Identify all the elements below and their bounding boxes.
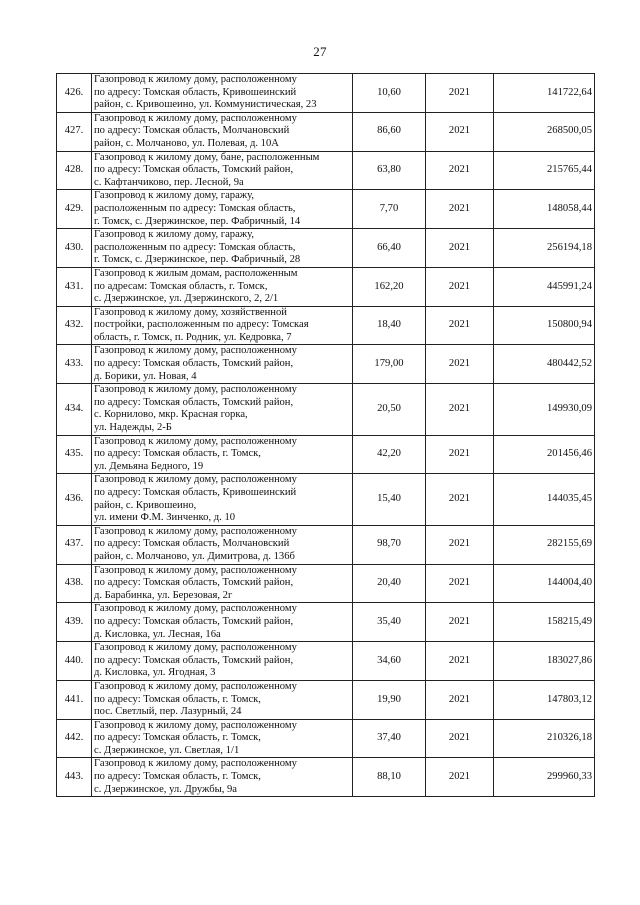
description-line: по адресу: Томская область, г. Томск, [94, 693, 261, 705]
cost-cell: 149930,09 [494, 384, 595, 435]
object-description-cell [92, 384, 353, 435]
year-cell: 2021 [426, 680, 494, 719]
table-row [57, 642, 595, 681]
length-cell: 15,40 [353, 474, 426, 525]
year-cell: 2021 [426, 345, 494, 384]
row-number-cell: 430. [57, 229, 92, 268]
row-number-cell: 439. [57, 603, 92, 642]
cost-cell: 282155,69 [494, 525, 595, 564]
description-line: Газопровод к жилому дому, расположенному [94, 525, 297, 537]
year-cell: 2021 [426, 306, 494, 345]
table-row [57, 267, 595, 306]
row-number-cell: 426. [57, 74, 92, 113]
description-line: с. Дзержинское, ул. Дзержинского, 2, 2/1 [94, 293, 279, 305]
description-line: по адресу: Томская область, Томский район, [94, 577, 294, 589]
length-cell: 42,20 [353, 435, 426, 474]
object-description-cell [92, 306, 353, 345]
cost-cell: 150800,94 [494, 306, 595, 345]
table-row [57, 74, 595, 113]
gas-pipeline-registry-table [56, 73, 595, 797]
year-cell: 2021 [426, 758, 494, 797]
description-line: Газопровод к жилому дому, расположенному [94, 564, 297, 576]
description-line: по адресу: Томская область, Томский район, [94, 396, 294, 408]
table-row [57, 112, 595, 151]
object-description-cell [92, 758, 353, 797]
description-line: Газопровод к жилому дому, хозяйственной [94, 306, 287, 318]
row-number-cell: 429. [57, 190, 92, 229]
description-line: Газопровод к жилому дому, расположенному [94, 758, 297, 770]
object-description-cell [92, 229, 353, 268]
row-number-cell: 428. [57, 151, 92, 190]
description-line: с. Кафтанчиково, пер. Лесной, 9а [94, 176, 244, 188]
description-line: область, г. Томск, п. Родник, ул. Кедровка, 7 [94, 331, 292, 343]
description-line: Газопровод к жилому дому, расположенному [94, 112, 297, 124]
cost-cell: 268500,05 [494, 112, 595, 151]
length-cell: 19,90 [353, 680, 426, 719]
row-number-cell: 433. [57, 345, 92, 384]
description-line: по адресу: Томская область, Томский район, [94, 164, 294, 176]
year-cell: 2021 [426, 151, 494, 190]
length-cell: 20,40 [353, 564, 426, 603]
length-cell: 98,70 [353, 525, 426, 564]
cost-cell: 183027,86 [494, 642, 595, 681]
row-number-cell: 442. [57, 719, 92, 758]
description-line: с. Дзержинское, ул. Светлая, 1/1 [94, 744, 240, 756]
object-description-cell [92, 564, 353, 603]
object-description-cell [92, 603, 353, 642]
year-cell: 2021 [426, 525, 494, 564]
length-cell: 35,40 [353, 603, 426, 642]
description-line: по адресу: Томская область, Кривошеинский [94, 487, 297, 498]
description-line: расположенным по адресу: Томская область, [94, 241, 296, 253]
table-row [57, 190, 595, 229]
row-number-cell: 440. [57, 642, 92, 681]
table-row [57, 151, 595, 190]
object-description-cell [92, 719, 353, 758]
row-number-cell: 432. [57, 306, 92, 345]
object-description-cell [92, 474, 353, 525]
table-row [57, 758, 595, 797]
description-line: район, с. Молчаново, ул. Димитрова, д. 136б [94, 550, 295, 562]
description-line: ул. имени Ф.М. Зинченко, д. 10 [94, 512, 236, 524]
cost-cell: 299960,33 [494, 758, 595, 797]
year-cell: 2021 [426, 112, 494, 151]
cost-cell: 480442,52 [494, 345, 595, 384]
description-line: по адресу: Томская область, Томский район, [94, 615, 294, 627]
object-description-cell [92, 345, 353, 384]
length-cell: 10,60 [353, 74, 426, 113]
length-cell: 20,50 [353, 384, 426, 435]
row-number-cell: 437. [57, 525, 92, 564]
cost-cell: 445991,24 [494, 267, 595, 306]
description-line: по адресу: Томская область, Молчановский [94, 538, 290, 550]
year-cell: 2021 [426, 719, 494, 758]
year-cell: 2021 [426, 564, 494, 603]
cost-cell: 256194,18 [494, 229, 595, 268]
cost-cell: 215765,44 [494, 151, 595, 190]
cost-cell: 201456,46 [494, 435, 595, 474]
table-row [57, 229, 595, 268]
description-line: д. Барабинка, ул. Березовая, 2г [94, 589, 233, 601]
table-row [57, 680, 595, 719]
object-description-cell [92, 190, 353, 229]
description-line: Газопровод к жилому дому, гаражу, [94, 190, 254, 202]
year-cell: 2021 [426, 384, 494, 435]
row-number-cell: 434. [57, 384, 92, 435]
table-row [57, 306, 595, 345]
description-line: с. Дзержинское, ул. Дружбы, 9а [94, 783, 238, 795]
cost-cell: 141722,64 [494, 74, 595, 113]
description-line: г. Томск, с. Дзержинское, пер. Фабричный, 28 [94, 254, 301, 266]
description-line: Газопровод к жилому дому, расположенному [94, 603, 297, 615]
description-line: Газопровод к жилому дому, бане, расположенным [94, 151, 320, 163]
row-number-cell: 427. [57, 112, 92, 151]
object-description-cell [92, 525, 353, 564]
object-description-cell [92, 267, 353, 306]
description-line: по адресу: Томская область, г. Томск, [94, 448, 261, 460]
description-line: г. Томск, с. Дзержинское, пер. Фабричный, 14 [94, 215, 301, 227]
description-line: д. Кисловка, ул. Лесная, 16а [94, 628, 221, 640]
description-line: Газопровод к жилому дому, расположенному [94, 74, 297, 85]
table-row [57, 474, 595, 525]
table-row [57, 384, 595, 435]
year-cell: 2021 [426, 603, 494, 642]
cost-cell: 144035,45 [494, 474, 595, 525]
description-line: д. Кисловка, ул. Ягодная, 3 [94, 667, 216, 679]
description-line: д. Борики, ул. Новая, 4 [94, 370, 197, 382]
length-cell: 86,60 [353, 112, 426, 151]
row-number-cell: 435. [57, 435, 92, 474]
description-line: с. Корнилово, мкр. Красная горка, [94, 409, 248, 421]
year-cell: 2021 [426, 642, 494, 681]
description-line: расположенным по адресу: Томская область, [94, 202, 296, 214]
description-line: Газопровод к жилому дому, расположенному [94, 345, 297, 357]
length-cell: 63,80 [353, 151, 426, 190]
length-cell: 88,10 [353, 758, 426, 797]
description-line: ул. Надежды, 2-Б [94, 422, 172, 434]
year-cell: 2021 [426, 229, 494, 268]
cost-cell: 158215,49 [494, 603, 595, 642]
description-line: район, с. Кривошеино, ул. Коммунистическая, 23 [94, 99, 317, 111]
length-cell: 18,40 [353, 306, 426, 345]
row-number-cell: 436. [57, 474, 92, 525]
object-description-cell [92, 74, 353, 113]
description-line: по адресам: Томская область, г. Томск, [94, 280, 268, 292]
row-number-cell: 443. [57, 758, 92, 797]
description-line: Газопровод к жилому дому, расположенному [94, 680, 297, 692]
description-line: по адресу: Томская область, Кривошеинский [94, 86, 297, 98]
length-cell: 179,00 [353, 345, 426, 384]
object-description-cell [92, 680, 353, 719]
description-line: район, с. Молчаново, ул. Полевая, д. 10А [94, 137, 279, 149]
table-row [57, 719, 595, 758]
length-cell: 66,40 [353, 229, 426, 268]
description-line: Газопровод к жилому дому, расположенному [94, 642, 297, 654]
year-cell: 2021 [426, 190, 494, 229]
year-cell: 2021 [426, 267, 494, 306]
year-cell: 2021 [426, 74, 494, 113]
description-line: ул. Демьяна Бедного, 19 [94, 460, 204, 472]
description-line: Газопровод к жилому дому, расположенному [94, 474, 297, 486]
year-cell: 2021 [426, 474, 494, 525]
length-cell: 37,40 [353, 719, 426, 758]
description-line: Газопровод к жилому дому, гаражу, [94, 229, 254, 241]
description-line: по адресу: Томская область, г. Томск, [94, 732, 261, 744]
row-number-cell: 441. [57, 680, 92, 719]
description-line: Газопровод к жилому дому, расположенному [94, 435, 297, 447]
description-line: Газопровод к жилому дому, расположенному [94, 719, 297, 731]
row-number-cell: 431. [57, 267, 92, 306]
cost-cell: 148058,44 [494, 190, 595, 229]
page-number: 27 [313, 44, 327, 59]
length-cell: 162,20 [353, 267, 426, 306]
table-row [57, 603, 595, 642]
table-row [57, 345, 595, 384]
description-line: Газопровод к жилым домам, расположенным [94, 267, 298, 279]
description-line: по адресу: Томская область, Молчановский [94, 125, 290, 137]
description-line: по адресу: Томская область, г. Томск, [94, 771, 261, 783]
object-description-cell [92, 151, 353, 190]
table-row [57, 525, 595, 564]
description-line: по адресу: Томская область, Томский район, [94, 358, 294, 370]
length-cell: 34,60 [353, 642, 426, 681]
object-description-cell [92, 642, 353, 681]
description-line: постройки, расположенным по адресу: Томская [94, 319, 309, 331]
object-description-cell [92, 435, 353, 474]
object-description-cell [92, 112, 353, 151]
cost-cell: 147803,12 [494, 680, 595, 719]
table-row [57, 564, 595, 603]
description-line: район, с. Кривошеино, [94, 499, 197, 511]
description-line: по адресу: Томская область, Томский район, [94, 654, 294, 666]
year-cell: 2021 [426, 435, 494, 474]
description-line: пос. Светлый, пер. Лазурный, 24 [94, 706, 242, 718]
row-number-cell: 438. [57, 564, 92, 603]
description-line: Газопровод к жилому дому, расположенному [94, 384, 297, 396]
table-row [57, 435, 595, 474]
cost-cell: 210326,18 [494, 719, 595, 758]
registry-table-body [57, 74, 595, 797]
cost-cell: 144004,40 [494, 564, 595, 603]
length-cell: 7,70 [353, 190, 426, 229]
